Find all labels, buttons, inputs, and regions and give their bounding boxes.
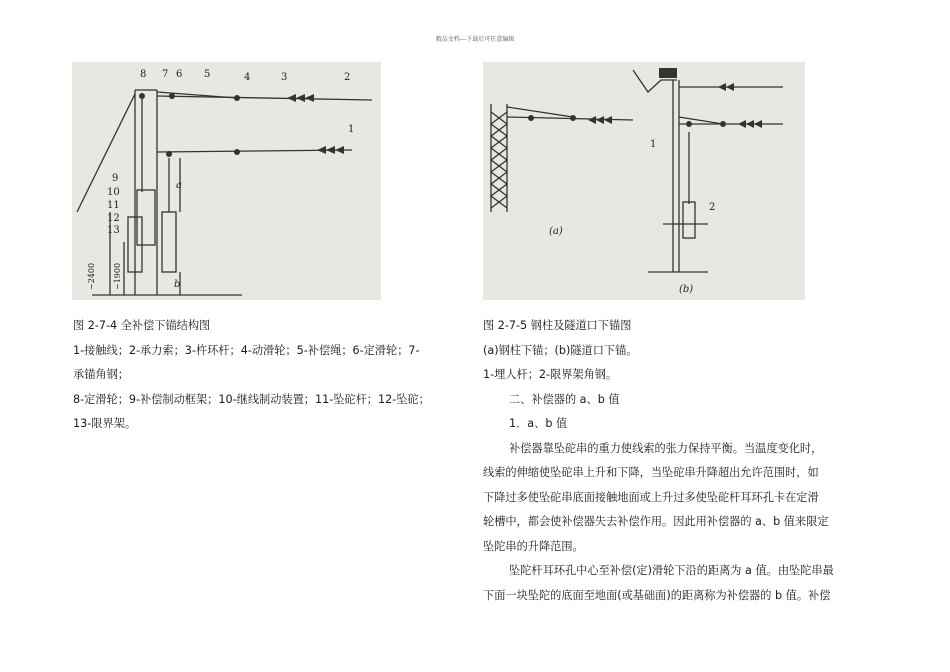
fig-left-label-b: b: [174, 279, 181, 290]
figure-caption-2-7-5: 图 2-7-5 钢柱及隧道口下锚图: [483, 319, 632, 332]
fig-left-label-2400: ~2400: [87, 262, 96, 290]
paragraph-line: 下降过多使坠砣串底面接触地面或上升过多使坠砣杆耳环孔卡在定滑: [483, 490, 819, 504]
legend-line: 1-埋人杆；2-限界架角钢。: [483, 368, 618, 381]
paragraph-line: 坠陀串的升降范围。: [483, 539, 584, 553]
right-text-column: [483, 314, 888, 608]
figure-full-compensation-anchor: [72, 62, 381, 300]
fig-left-label-10: 10: [107, 187, 120, 198]
figure-right-drawing: [483, 62, 805, 300]
legend-line: (a)钢柱下锚；(b)隧道口下锚。: [483, 343, 638, 357]
legend-line: 承锚角钢；: [73, 368, 129, 381]
fig-left-label-3: 3: [281, 72, 288, 83]
subsection-heading: 1．a、b 值: [509, 417, 568, 430]
figure-left-drawing: [72, 62, 381, 300]
fig-left-label-7: 7: [162, 69, 169, 80]
fig-left-label-9: 9: [112, 173, 119, 184]
fig-left-label-1900: ~1900: [113, 262, 122, 290]
legend-line: 1-接触线；2-承力索；3-杵环杆；4-动滑轮；5-补偿绳；6-定滑轮；7-: [73, 343, 420, 357]
fig-right-label-a: (a): [549, 226, 563, 237]
paragraph-line: 补偿器靠坠砣串的重力使线索的张力保持平衡。当温度变化时，: [509, 441, 823, 455]
paragraph-line: 轮槽中，都会使补偿器失去补偿作用。因此用补偿器的 a、b 值来限定: [483, 515, 829, 528]
fig-left-label-a: a: [176, 180, 182, 191]
fig-left-label-11: 11: [107, 200, 120, 211]
page-header: 精品文档---下载后可任意编辑: [435, 36, 515, 43]
legend-line: 8-定滑轮；9-补偿制动框架；10-继线制动装置；11-坠砣杆；12-坠砣；: [73, 392, 430, 406]
fig-left-label-1: 1: [348, 124, 355, 135]
paragraph-line: 坠陀杆耳环孔中心至补偿(定)滑轮下沿的距离为 a 值。由坠陀串最: [509, 564, 834, 577]
legend-line: 13-限界架。: [73, 417, 137, 430]
fig-right-label-2: 2: [709, 202, 716, 213]
figure-steel-pole-tunnel-anchor: [483, 62, 805, 300]
fig-right-label-b: (b): [679, 284, 694, 295]
paragraph-line: 下面一块坠陀的底面至地面(或基础面)的距离称为补偿器的 b 值。补偿: [483, 588, 831, 602]
fig-left-label-5: 5: [204, 69, 211, 80]
fig-left-label-13: 13: [107, 225, 120, 236]
fig-left-label-4: 4: [244, 72, 251, 83]
left-text-column: [73, 314, 463, 437]
fig-left-label-6: 6: [176, 69, 183, 80]
paragraph-line: 线索的伸缩使坠砣串上升和下降，当坠砣串升降超出允许范围时，如: [483, 466, 819, 479]
section-heading: 二、补偿器的 a、b 值: [509, 392, 620, 406]
fig-left-label-12: 12: [107, 213, 120, 224]
fig-left-label-2: 2: [344, 72, 351, 83]
fig-left-label-8: 8: [140, 69, 147, 80]
fig-right-label-1: 1: [650, 139, 657, 150]
figure-caption-2-7-4: 图 2-7-4 全补偿下锚结构图: [73, 319, 211, 332]
